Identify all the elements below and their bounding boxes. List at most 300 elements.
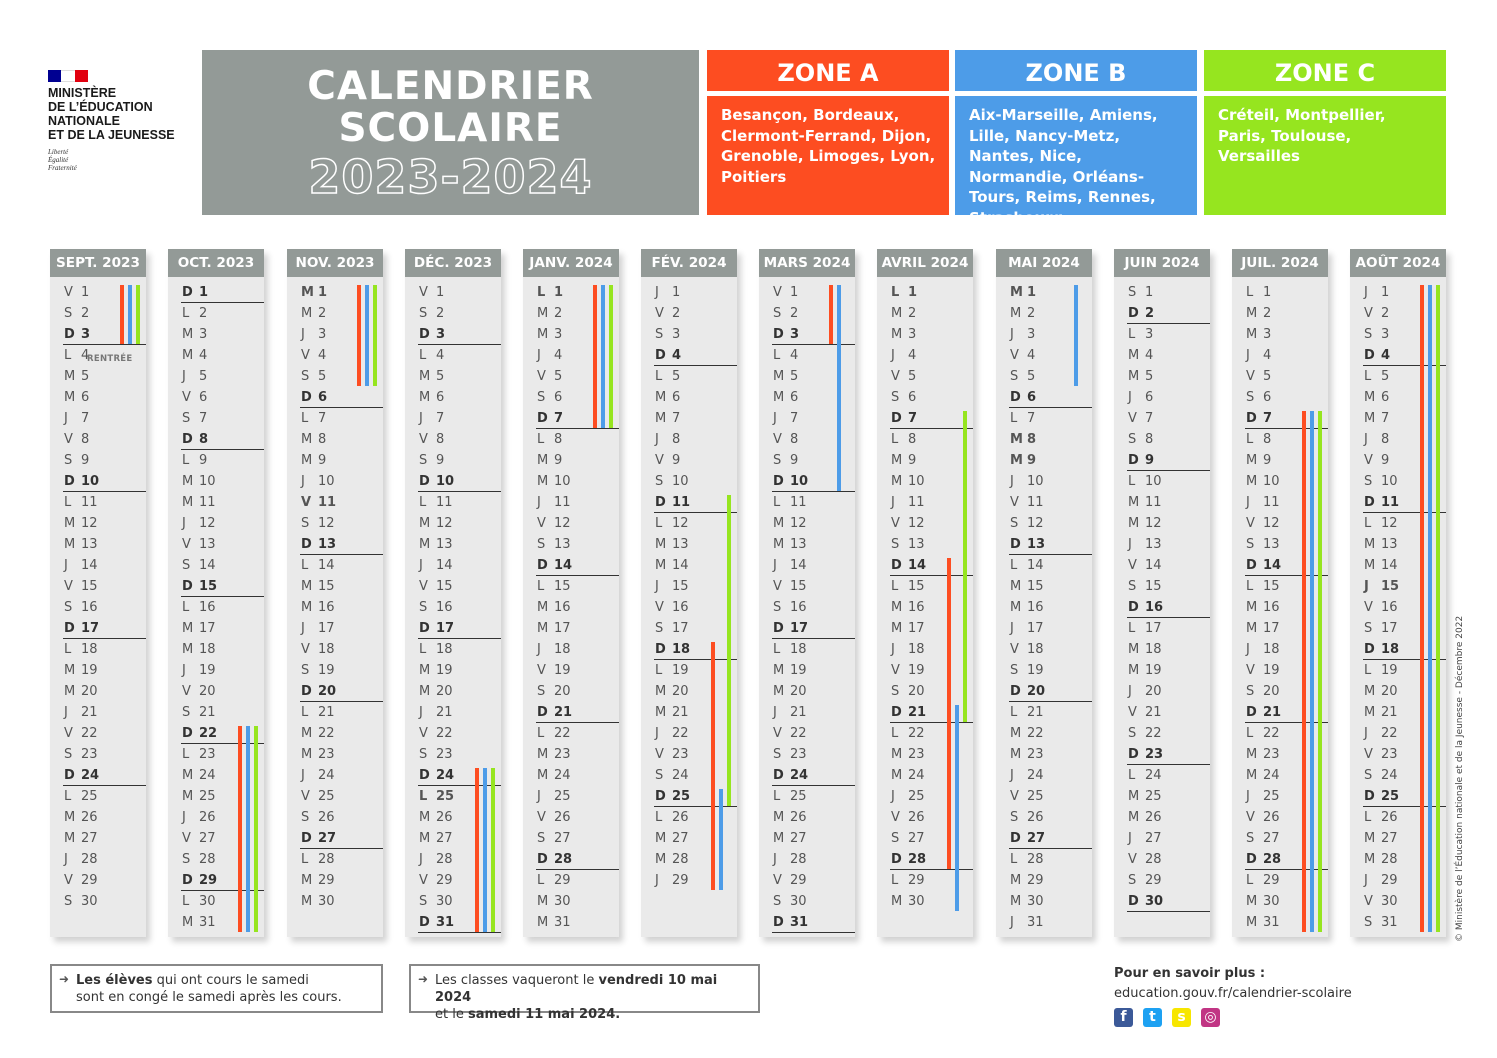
day-number: 12 [1027,516,1044,531]
day-row [64,786,144,807]
day-number: 17 [908,621,925,636]
weekday-letter: M [655,852,667,867]
weekday-letter: V [655,306,664,321]
day-number: 5 [436,369,445,384]
weekday-letter: V [64,285,73,300]
weekday-letter: M [1246,768,1258,783]
day-number: 4 [1027,348,1036,363]
weekday-letter: M [419,663,431,678]
day-number: 28 [908,852,927,867]
day-number: 10 [81,474,100,489]
weekday-letter: V [64,726,73,741]
weekday-letter: S [1128,579,1137,594]
day-number: 27 [554,831,571,846]
weekday-letter: M [537,621,549,636]
day-number: 17 [1027,621,1044,636]
weekday-letter: M [773,390,785,405]
day-number: 10 [436,474,455,489]
day-row [1010,639,1090,660]
sunday-row [182,576,262,597]
weekday-letter: V [182,390,191,405]
facebook-icon[interactable]: f [1114,1008,1133,1027]
day-number: 22 [1381,726,1398,741]
day-row [1246,660,1326,681]
day-row [64,723,144,744]
day-row [891,828,971,849]
weekday-letter: L [1010,411,1018,426]
day-number: 17 [1381,621,1398,636]
day-number: 2 [672,306,681,321]
day-row [301,282,381,303]
day-row [64,807,144,828]
day-row [1128,282,1208,303]
day-row [1246,891,1326,912]
weekday-letter: M [1364,684,1376,699]
day-row [655,534,735,555]
day-number: 11 [790,495,807,510]
day-row [1246,471,1326,492]
weekday-letter: M [1128,369,1140,384]
day-number: 5 [790,369,799,384]
weekday-letter: M [419,390,431,405]
day-row [1364,450,1444,471]
day-number: 9 [1381,453,1390,468]
day-number: 5 [1027,369,1036,384]
day-row [1364,828,1444,849]
day-number: 19 [436,663,453,678]
day-number: 3 [908,327,917,342]
more-info-link[interactable]: education.gouv.fr/calendrier-scolaire [1114,986,1352,1001]
weekday-letter: D [419,915,430,930]
day-number: 21 [436,705,453,720]
holiday-bar-zone-b [719,789,723,890]
weekday-letter: D [1128,747,1139,762]
day-row [773,555,853,576]
day-row [1364,807,1444,828]
weekday-letter: V [1128,705,1137,720]
day-row [419,555,499,576]
weekday-letter: M [891,453,903,468]
weekday-letter: L [1010,705,1018,720]
holiday-bar-zone-b [365,285,369,386]
weekday-letter: L [1246,432,1254,447]
info2-bold1: vendredi 10 mai 2024 [435,973,718,1005]
day-row [301,408,381,429]
day-row [182,912,262,933]
day-number: 24 [318,768,335,783]
weekday-letter: D [891,705,902,720]
day-row [301,492,381,513]
day-number: 10 [318,474,335,489]
day-number: 3 [81,327,91,342]
day-number: 20 [436,684,453,699]
weekday-letter: S [773,894,782,909]
day-number: 6 [318,390,328,405]
day-number: 6 [1381,390,1390,405]
weekday-letter: M [64,831,76,846]
day-number: 31 [1027,915,1044,930]
day-number: 23 [1027,747,1044,762]
weekday-letter: L [891,432,899,447]
day-number: 11 [672,495,691,510]
weekday-letter: J [1246,642,1250,657]
day-row [1364,471,1444,492]
weekday-letter: J [1128,831,1132,846]
month-column [996,249,1092,937]
weekday-letter: D [537,705,548,720]
day-row [419,639,499,660]
day-number: 30 [1145,894,1164,909]
weekday-letter: L [537,726,545,741]
day-number: 21 [554,705,573,720]
weekday-letter: M [1246,306,1258,321]
weekday-letter: L [1128,474,1136,489]
day-number: 12 [318,516,335,531]
weekday-letter: M [1010,453,1023,468]
day-number: 24 [81,768,100,783]
day-number: 1 [790,285,799,300]
day-number: 24 [1263,768,1280,783]
day-row [1010,555,1090,576]
weekday-letter: S [1128,432,1137,447]
day-row [64,849,144,870]
day-number: 16 [1145,600,1164,615]
holiday-bar-zone-b [837,285,841,491]
day-number: 26 [1027,810,1044,825]
month-header: JUIN 2024 [1114,249,1210,277]
weekday-letter: M [182,495,194,510]
weekday-letter: L [1246,873,1254,888]
day-row [1364,723,1444,744]
day-row [64,597,144,618]
weekday-letter: S [1246,390,1255,405]
day-number: 6 [1027,390,1037,405]
day-number: 30 [790,894,807,909]
day-row [64,639,144,660]
day-row [773,870,853,891]
day-number: 5 [672,369,681,384]
day-row [182,849,262,870]
weekday-letter: M [301,306,313,321]
weekday-letter: M [182,768,194,783]
sunday-row [1364,492,1444,513]
weekday-letter: J [64,852,68,867]
day-number: 1 [1027,285,1037,300]
weekday-letter: M [1364,705,1376,720]
weekday-letter: S [1246,537,1255,552]
day-number: 13 [1381,537,1398,552]
day-row [1246,807,1326,828]
weekday-letter: D [182,579,193,594]
day-number: 5 [908,369,917,384]
day-number: 7 [1145,411,1154,426]
day-row [891,660,971,681]
day-row [1128,345,1208,366]
weekday-letter: L [537,873,545,888]
sunday-row [655,492,735,513]
sunday-row [773,765,853,786]
day-number: 15 [554,579,571,594]
day-number: 25 [790,789,807,804]
day-row [419,408,499,429]
day-row [182,450,262,471]
day-number: 4 [1145,348,1154,363]
weekday-letter: L [1128,621,1136,636]
day-number: 2 [790,306,799,321]
day-row [301,576,381,597]
holiday-bar-zone-c [609,285,613,428]
day-row [537,303,617,324]
day-row [773,660,853,681]
weekday-letter: S [891,537,900,552]
weekday-letter: S [1364,474,1373,489]
day-row [1246,912,1326,933]
day-number: 20 [1027,684,1046,699]
day-row [64,660,144,681]
weekday-letter: M [773,810,785,825]
weekday-letter: M [655,390,667,405]
day-number: 3 [1145,327,1154,342]
day-row [64,702,144,723]
day-number: 6 [1263,390,1272,405]
day-row [1364,681,1444,702]
day-row [1128,513,1208,534]
day-number: 28 [790,852,807,867]
day-row [301,513,381,534]
weekday-letter: L [1128,768,1136,783]
day-list [1010,282,1090,933]
day-row [537,618,617,639]
day-row [1246,282,1326,303]
day-number: 1 [1263,285,1272,300]
instagram-icon[interactable]: ◎ [1201,1008,1220,1027]
weekday-letter: L [182,306,190,321]
weekday-letter: D [182,285,193,300]
weekday-letter: M [891,327,903,342]
day-number: 13 [1027,537,1046,552]
day-row [419,849,499,870]
snapchat-icon[interactable]: s [1172,1008,1191,1027]
sunday-row [655,345,735,366]
day-number: 27 [790,831,807,846]
day-row [1010,303,1090,324]
more-info [1114,964,1352,1004]
month-column [523,249,619,937]
weekday-letter: J [773,705,777,720]
weekday-letter: L [537,432,545,447]
sunday-row [891,849,971,870]
weekday-letter: V [773,726,782,741]
weekday-letter: L [773,642,781,657]
weekday-letter: S [64,747,73,762]
day-row [537,723,617,744]
day-row [1128,828,1208,849]
weekday-letter: L [537,285,546,300]
weekday-letter: V [1364,600,1373,615]
day-number: 12 [672,516,689,531]
day-row [419,681,499,702]
weekday-letter: J [1128,390,1132,405]
weekday-letter: M [537,600,549,615]
weekday-letter: V [1246,516,1255,531]
day-row [1128,324,1208,345]
day-number: 9 [199,453,208,468]
weekday-letter: L [301,852,309,867]
day-row [64,681,144,702]
day-row [301,597,381,618]
weekday-letter: J [537,789,541,804]
weekday-letter: D [655,495,666,510]
sunday-row [1246,555,1326,576]
motto-egalite: Égalité [48,156,69,164]
day-number: 28 [554,852,573,867]
day-number: 12 [1381,516,1398,531]
weekday-letter: D [419,327,430,342]
day-row [1364,576,1444,597]
day-number: 15 [81,579,98,594]
day-row [891,450,971,471]
day-number: 13 [672,537,689,552]
day-number: 3 [318,327,327,342]
weekday-letter: L [537,579,545,594]
weekday-letter: L [891,726,899,741]
day-row [537,807,617,828]
day-number: 18 [318,642,335,657]
weekday-letter: S [419,600,428,615]
sunday-row [537,702,617,723]
weekday-letter: M [1010,873,1022,888]
day-number: 16 [908,600,925,615]
day-number: 23 [554,747,571,762]
weekday-letter: S [537,537,546,552]
day-number: 8 [436,432,445,447]
day-number: 1 [318,285,328,300]
day-row [773,345,853,366]
weekday-letter: S [301,369,310,384]
day-row [1010,408,1090,429]
day-number: 3 [1027,327,1036,342]
title-banner [202,50,699,215]
zone-b-title: ZONE B [955,50,1197,96]
day-number: 29 [1145,873,1162,888]
day-number: 10 [790,474,809,489]
day-list [182,282,262,933]
day-row [1364,891,1444,912]
day-number: 29 [436,873,453,888]
weekday-letter: V [537,810,546,825]
day-number: 5 [199,369,208,384]
weekday-letter: S [182,411,191,426]
sunday-row [1246,408,1326,429]
day-row [1364,870,1444,891]
day-number: 30 [1027,894,1044,909]
day-number: 14 [554,558,573,573]
day-number: 25 [436,789,455,804]
twitter-icon[interactable]: t [1143,1008,1162,1027]
zone-c-panel [1204,50,1446,215]
weekday-letter: V [1128,852,1137,867]
day-number: 11 [554,495,571,510]
weekday-letter: S [301,663,310,678]
weekday-letter: M [655,831,667,846]
zone-a-cities: Besançon, Bordeaux, Clermont-Ferrand, Dijon, Grenoble, Limoges, Lyon, Poitiers [721,106,936,186]
weekday-letter: V [1364,747,1373,762]
day-row [419,828,499,849]
weekday-letter: S [1246,831,1255,846]
day-number: 25 [1263,789,1280,804]
weekday-letter: S [891,684,900,699]
day-row [182,408,262,429]
day-number: 12 [436,516,453,531]
weekday-letter: V [64,432,73,447]
day-number: 31 [436,915,455,930]
holiday-bar-zone-b [1074,285,1078,386]
sunday-row [64,471,144,492]
day-row [419,345,499,366]
day-row [1364,849,1444,870]
day-row [655,303,735,324]
day-row [301,429,381,450]
day-row [419,597,499,618]
month-column [1114,249,1210,937]
weekday-letter: M [655,537,667,552]
weekday-letter: J [537,495,541,510]
weekday-letter: S [64,894,73,909]
day-number: 26 [908,810,925,825]
day-number: 14 [318,558,335,573]
weekday-letter: D [655,789,666,804]
day-list [64,282,144,912]
day-number: 24 [436,768,455,783]
weekday-letter: L [64,348,72,363]
weekday-letter: V [537,516,546,531]
weekday-letter: J [1246,348,1250,363]
day-row [537,597,617,618]
day-number: 2 [436,306,445,321]
day-number: 2 [81,306,90,321]
weekday-letter: M [1246,600,1258,615]
weekday-letter: M [419,831,431,846]
weekday-letter: V [537,663,546,678]
day-row [301,618,381,639]
weekday-letter: V [1128,558,1137,573]
day-row [1246,513,1326,534]
weekday-letter: L [182,894,190,909]
day-row [773,849,853,870]
day-number: 20 [790,684,807,699]
weekday-letter: D [1246,411,1257,426]
day-row [301,723,381,744]
day-row [773,891,853,912]
holiday-bar-zone-b [1428,285,1432,932]
weekday-letter: M [64,390,76,405]
weekday-letter: J [1010,915,1014,930]
day-number: 30 [1381,894,1398,909]
weekday-letter: V [891,663,900,678]
sunday-row [301,828,381,849]
weekday-letter: D [537,411,548,426]
weekday-letter: S [891,390,900,405]
day-number: 27 [318,831,337,846]
day-row [1010,597,1090,618]
day-row [891,597,971,618]
day-number: 14 [81,558,98,573]
month-header: OCT. 2023 [168,249,264,277]
weekday-letter: D [1364,495,1375,510]
sunday-row [537,849,617,870]
weekday-letter: D [419,474,430,489]
day-number: 30 [908,894,925,909]
